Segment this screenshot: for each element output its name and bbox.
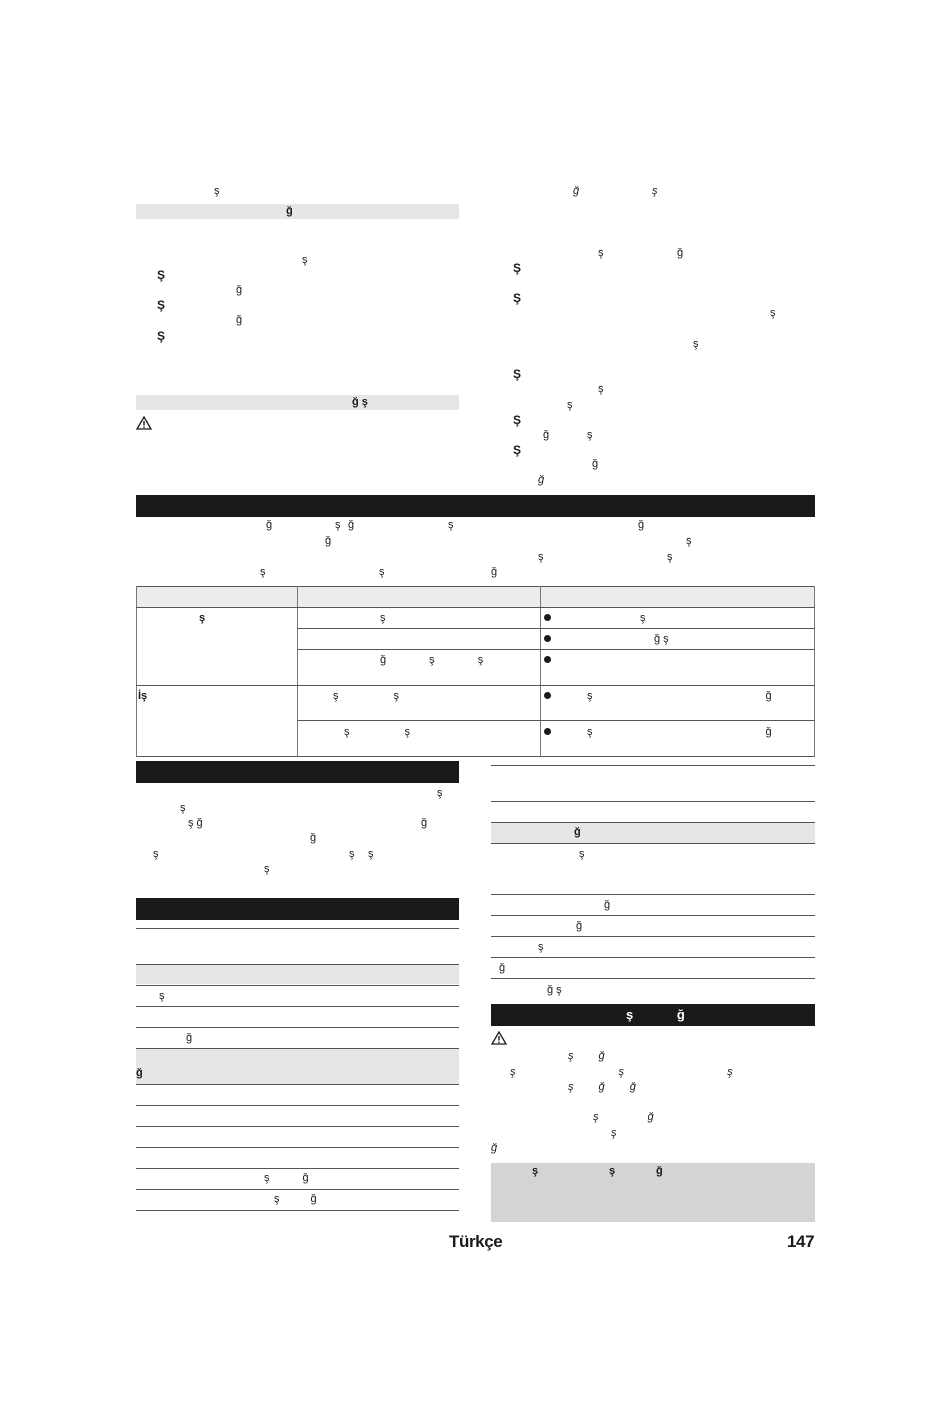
right-warn-line-3: ş ğ ğ (568, 1081, 636, 1093)
right-misc-2: ş (693, 338, 699, 350)
table-header-row (136, 586, 815, 607)
left-specs-g-bold: ğ (136, 1067, 143, 1079)
table-bullet (544, 728, 551, 735)
right-misc-5: ğ (543, 429, 550, 441)
section-para-4-b: ş (379, 566, 385, 578)
section-heading-band (136, 495, 815, 517)
footer-language: Türkçe (449, 1232, 503, 1251)
left-gray-heading-char-1: ğ (286, 205, 293, 217)
section-para-1-a: ğ (266, 519, 273, 531)
left-lower-para-5c: ş (368, 848, 374, 860)
table-g2-row1-right: ş ğ (587, 690, 772, 702)
table-bullet (544, 656, 551, 663)
section-para-2-a: ğ (325, 535, 332, 547)
left-gray-heading-bar-2 (136, 395, 459, 410)
right-specs-line-3 (491, 822, 815, 823)
left-specs-gray-block (136, 1048, 459, 1084)
left-specs-row-1: ş (159, 990, 165, 1002)
right-specs-line-9 (491, 978, 815, 979)
table-bullet (544, 614, 551, 621)
table-row-line-5 (297, 720, 815, 721)
right-warn-line-2: ş ş ş (510, 1066, 733, 1078)
table-border-bottom (136, 756, 815, 757)
left-lower-para-3b: ğ (421, 817, 428, 829)
right-top-char-3: ş (598, 247, 604, 259)
right-specs-row-5: ğ ş (547, 984, 562, 996)
table-border-right (814, 586, 815, 757)
section-para-1-d: ş (448, 519, 454, 531)
table-group-1-label: ş (199, 612, 206, 624)
right-s-item-5: Ş (513, 443, 522, 457)
section-para-2-b: ş (686, 535, 692, 547)
table-bullet (544, 692, 551, 699)
left-top-char-1: ş (214, 185, 220, 197)
right-misc-6: ş (587, 429, 593, 441)
warning-icon (136, 416, 152, 430)
right-top-char-2: ş (652, 185, 658, 197)
right-specs-line-7 (491, 936, 815, 937)
left-specs-heading-band (136, 898, 459, 920)
left-lower-para-4: ğ (310, 832, 317, 844)
left-lower-heading-band (136, 761, 459, 783)
right-misc-7: ğ (592, 458, 599, 470)
table-row-line-4 (136, 685, 815, 686)
section-para-3-a: ş (538, 551, 544, 563)
table-col-divider-1 (297, 586, 298, 757)
section-para-1-c: ğ (348, 519, 355, 531)
right-specs-line-2 (491, 801, 815, 802)
left-lower-para-2: ş (180, 802, 186, 814)
left-specs-line-5 (136, 1027, 459, 1028)
left-specs-line-9 (136, 1126, 459, 1127)
table-g1-row3-mid: ğ ş ş (380, 654, 484, 666)
table-g2-row2-right: ş ğ (587, 726, 772, 738)
right-s-item-4: Ş (513, 413, 522, 427)
left-specs-line-11 (136, 1168, 459, 1169)
table-col-divider-2 (540, 586, 541, 757)
right-warn-line-4: ş ğ (593, 1111, 654, 1123)
table-g1-row1-right: ş (640, 612, 646, 624)
right-top-char-4: ğ (677, 247, 684, 259)
table-border-left (136, 586, 137, 757)
warning-icon (491, 1031, 507, 1045)
right-specs-row-4: ğ (499, 962, 506, 974)
left-gray-heading-bar-1 (136, 204, 459, 219)
right-specs-line-5 (491, 894, 815, 895)
table-group-2-label: İş (138, 690, 148, 702)
right-lower-heading-text: ş ğ (626, 1007, 685, 1022)
left-specs-row-final-2: ş ğ (274, 1193, 317, 1205)
right-specs-line-8 (491, 957, 815, 958)
table-bullet (544, 635, 551, 642)
left-s-item-3: Ş (157, 329, 166, 343)
table-g1-row2-right: ğ ş (654, 633, 669, 645)
right-specs-line-6 (491, 915, 815, 916)
right-warn-line-5: ş (611, 1127, 617, 1139)
left-specs-line-8 (136, 1105, 459, 1106)
right-specs-sub: ş (579, 848, 585, 860)
table-g2-row1-mid: ş ş (333, 690, 400, 702)
right-specs-line-1 (491, 765, 815, 766)
right-s-item-2: Ş (513, 291, 522, 305)
right-s-item-1: Ş (513, 261, 522, 275)
right-note-char-1: ş (532, 1165, 539, 1177)
left-specs-line-6 (136, 1048, 459, 1049)
left-lower-para-6: ş (264, 863, 270, 875)
left-lower-para-5b: ş (349, 848, 355, 860)
right-misc-3: ş (598, 383, 604, 395)
left-specs-line-1 (136, 928, 459, 929)
left-g-item-2: ğ (236, 314, 243, 326)
right-top-char-1: ğ (573, 185, 580, 197)
left-gray-heading-char-2: ğ ş (352, 396, 368, 408)
left-specs-line-7 (136, 1084, 459, 1085)
right-warn-line-6: ğ (491, 1142, 498, 1154)
left-top-char-2: ş (302, 254, 308, 266)
left-g-item-1: ğ (236, 284, 243, 296)
section-para-4-a: ş (260, 566, 266, 578)
right-specs-gray-row (491, 822, 815, 843)
left-lower-para-5a: ş (153, 848, 159, 860)
left-specs-line-2 (136, 964, 459, 965)
table-row-line-1 (136, 607, 815, 608)
left-specs-line-3 (136, 985, 459, 986)
table-g2-row2-mid: ş ş (344, 726, 411, 738)
left-specs-line-12 (136, 1189, 459, 1190)
right-warn-line-1: ş ğ (568, 1050, 605, 1062)
table-row-line-3 (297, 649, 815, 650)
left-s-item-2: Ş (157, 298, 166, 312)
right-specs-gray-row-char: ğ (574, 826, 581, 838)
table-g1-row1-mid: ş (380, 612, 386, 624)
left-s-item-1: Ş (157, 268, 166, 282)
right-misc-8: ğ (538, 474, 545, 486)
left-specs-line-10 (136, 1147, 459, 1148)
right-specs-row-1: ğ (604, 899, 611, 911)
section-para-4-c: ğ (491, 566, 498, 578)
right-note-char-3: ğ (656, 1165, 663, 1177)
right-note-char-2: ş (609, 1165, 616, 1177)
left-lower-para-3: ş ğ (188, 817, 203, 829)
left-specs-row-final-1: ş ğ (264, 1172, 309, 1184)
left-specs-gray-row (136, 964, 459, 984)
footer-page-number: 147 (787, 1232, 815, 1251)
right-note-box (491, 1163, 815, 1222)
table-row-line-2 (297, 628, 815, 629)
right-specs-row-3: ş (538, 941, 544, 953)
left-lower-para-1: ş (437, 787, 443, 799)
table-border-top (136, 586, 815, 587)
right-misc-1: ş (770, 307, 776, 319)
section-para-1-b: ş (335, 519, 341, 531)
right-s-item-3: Ş (513, 367, 522, 381)
section-para-1-e: ğ (638, 519, 645, 531)
right-specs-line-4 (491, 843, 815, 844)
left-specs-line-13 (136, 1210, 459, 1211)
left-specs-line-4 (136, 1006, 459, 1007)
left-specs-row-3: ğ (186, 1032, 193, 1044)
section-para-3-b: ş (667, 551, 673, 563)
right-specs-row-2: ğ (576, 920, 583, 932)
right-misc-4: ş (567, 399, 573, 411)
